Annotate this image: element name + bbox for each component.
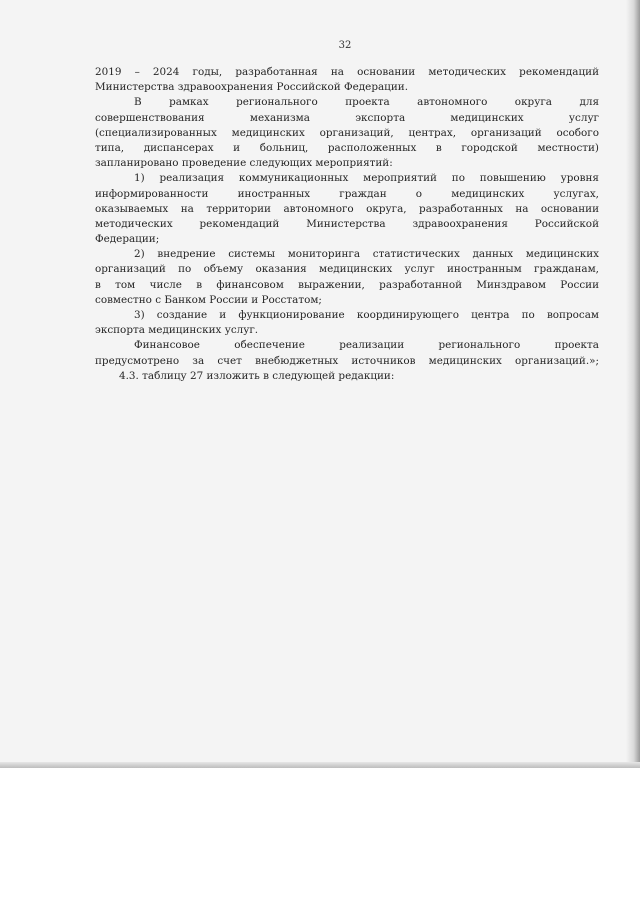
page-number: 32 (338, 40, 352, 51)
text-line: организаций по объему оказания медицинских услуг иностранным гражданам, (95, 263, 599, 276)
text-line: методических рекомендаций Министерства здравоохранения Российской (95, 217, 599, 230)
page-edge-shadow-right (626, 0, 640, 768)
text-line: 2019 – 2024 годы, разработанная на основании методических рекомендаций (95, 66, 599, 78)
text-line: экспорта медицинских услуг. (95, 324, 259, 337)
page-edge-shadow-bottom (0, 762, 640, 768)
text-line: информированности иностранных граждан о медицинских услугах, (95, 187, 599, 200)
text-line: Федерации; (95, 233, 160, 246)
text-line: Министерства здравоохранения Российской Федерации. (95, 81, 408, 94)
text-line: запланировано проведение следующих мероприятий: (95, 157, 393, 170)
text-line: В рамках регионального проекта автономного округа для (134, 96, 599, 109)
text-line: оказываемых на территории автономного округа, разработанных на основании (95, 202, 599, 215)
text-line: типа, диспансерах и больниц, расположенных в городской местности) (95, 141, 599, 154)
text-line: в том числе в финансовом выражении, разработанной Минздравом России (95, 278, 599, 291)
text-line: (специализированных медицинских организаций, центрах, организаций особого (95, 126, 599, 139)
text-line: 4.3. таблицу 27 изложить в следующей редакции: (119, 369, 395, 382)
text-line: Финансовое обеспечение реализации регионального проекта (134, 339, 599, 352)
document-body (95, 65, 599, 384)
text-line: совместно с Банком России и Росстатом; (95, 293, 322, 306)
text-line: 1) реализация коммуникационных мероприятий по повышению уровня (134, 172, 599, 185)
text-line: 3) создание и функционирование координирующего центра по вопросам (134, 309, 599, 321)
text-line: предусмотрено за счет внебюджетных источников медицинских организаций.»; (95, 354, 599, 367)
text-line: совершенствования механизма экспорта медицинских услуг (95, 111, 599, 124)
text-line: 2) внедрение системы мониторинга статистических данных медицинских (134, 248, 599, 261)
